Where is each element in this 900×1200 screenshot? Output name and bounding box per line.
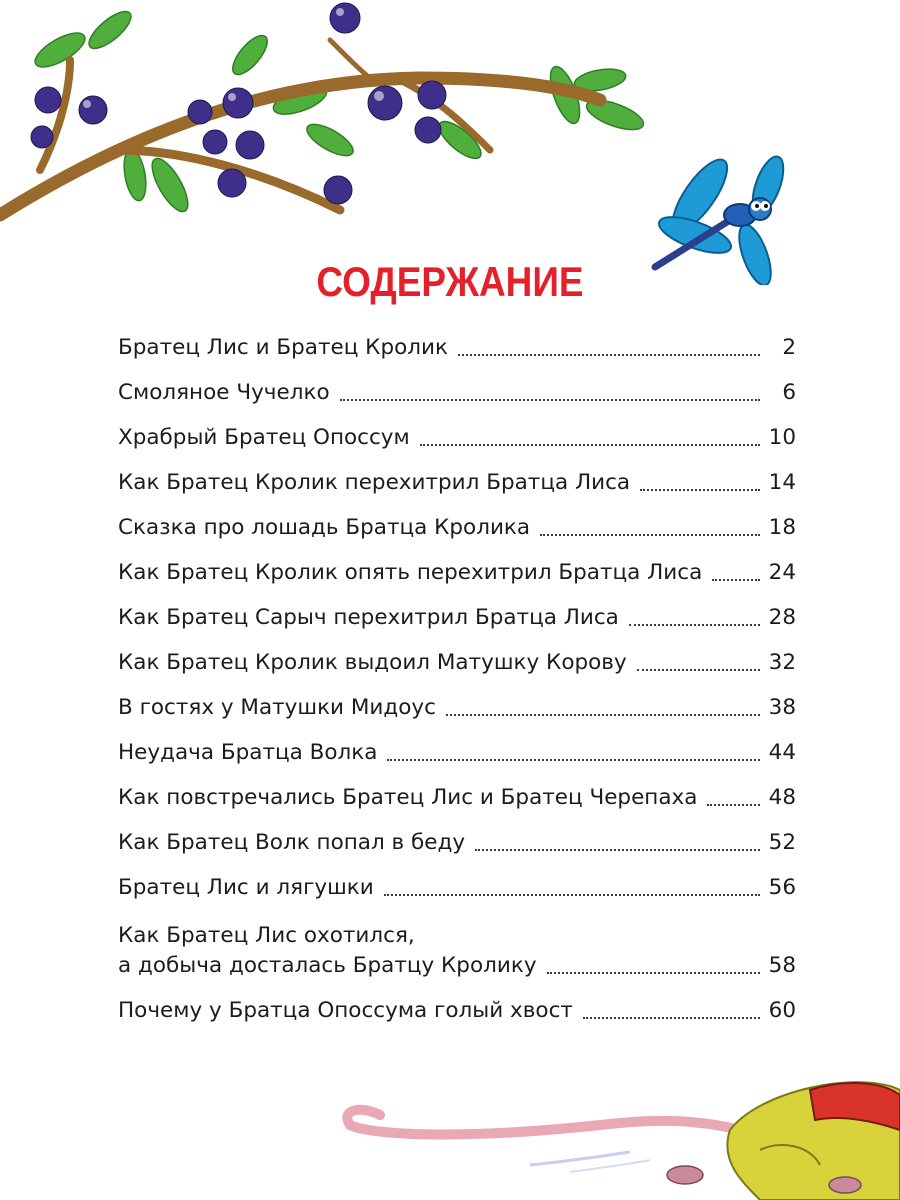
dot-leader bbox=[384, 894, 760, 896]
toc-entry-page-number: 18 bbox=[768, 515, 796, 540]
possum-illustration bbox=[340, 1070, 900, 1200]
toc-entry-title: Как Братец Лис охотился, а добыча досталась Братцу Кролику bbox=[118, 923, 537, 978]
dot-leader bbox=[420, 444, 760, 446]
toc-entry-page-number: 14 bbox=[768, 470, 796, 495]
toc-entry-page-number: 44 bbox=[768, 740, 796, 765]
toc-entry-page-number: 10 bbox=[768, 425, 796, 450]
toc-entry-page-number: 56 bbox=[768, 875, 796, 900]
toc-entry-title: Смоляное Чучелко bbox=[118, 380, 330, 405]
toc-entry bbox=[118, 603, 796, 633]
dot-leader bbox=[712, 579, 760, 581]
toc-entry-title: Братец Лис и Братец Кролик bbox=[118, 335, 448, 360]
toc-entry bbox=[118, 513, 796, 543]
dot-leader bbox=[640, 489, 760, 491]
toc-entry bbox=[118, 468, 796, 498]
dot-leader bbox=[583, 1017, 760, 1019]
toc-entry-page-number: 38 bbox=[768, 695, 796, 720]
toc-entry-title: Братец Лис и лягушки bbox=[118, 875, 374, 900]
table-of-contents bbox=[118, 333, 796, 1026]
toc-entry bbox=[118, 333, 796, 363]
toc-entry-page-number: 52 bbox=[768, 830, 796, 855]
berry-branch-illustration bbox=[0, 0, 680, 240]
toc-entry-page-number: 24 bbox=[768, 560, 796, 585]
dot-leader bbox=[707, 804, 760, 806]
toc-entry-title: Как повстречались Братец Лис и Братец Черепаха bbox=[118, 785, 698, 810]
toc-entry-page-number: 2 bbox=[782, 335, 796, 360]
toc-entry-title: Как Братец Сарыч перехитрил Братца Лиса bbox=[118, 605, 619, 630]
toc-entry-page-number: 48 bbox=[768, 785, 796, 810]
toc-entry-page-number: 60 bbox=[768, 998, 796, 1023]
toc-entry bbox=[118, 738, 796, 768]
toc-entry bbox=[118, 558, 796, 588]
toc-entry-title: Почему у Братца Опоссума голый хвост bbox=[118, 998, 573, 1023]
page-title: СОДЕРЖАНИЕ bbox=[316, 258, 584, 305]
toc-entry-title: Храбрый Братец Опоссум bbox=[118, 425, 410, 450]
dot-leader bbox=[547, 972, 760, 974]
toc-entry bbox=[118, 423, 796, 453]
toc-entry bbox=[118, 828, 796, 858]
dot-leader bbox=[629, 624, 760, 626]
toc-entry bbox=[118, 693, 796, 723]
toc-entry-title: Как Братец Кролик опять перехитрил Братца Лиса bbox=[118, 560, 703, 585]
toc-entry-title: В гостях у Матушки Мидоус bbox=[118, 695, 436, 720]
toc-entry bbox=[118, 378, 796, 408]
toc-entry-title: Сказка про лошадь Братца Кролика bbox=[118, 515, 531, 540]
toc-entry-page-number: 58 bbox=[768, 953, 796, 978]
toc-entry-page-number: 6 bbox=[782, 380, 796, 405]
dot-leader bbox=[637, 669, 760, 671]
toc-entry bbox=[118, 921, 796, 981]
dot-leader bbox=[540, 534, 760, 536]
toc-entry bbox=[118, 996, 796, 1026]
toc-entry-title: Неудача Братца Волка bbox=[118, 740, 378, 765]
toc-entry-title: Как Братец Кролик перехитрил Братца Лиса bbox=[118, 470, 631, 495]
toc-entry bbox=[118, 648, 796, 678]
dot-leader bbox=[475, 849, 760, 851]
toc-entry-title: Как Братец Волк попал в беду bbox=[118, 830, 466, 855]
toc-entry-title: Как Братец Кролик выдоил Матушку Корову bbox=[118, 650, 627, 675]
toc-entry bbox=[118, 783, 796, 813]
dot-leader bbox=[458, 354, 760, 356]
dot-leader bbox=[446, 714, 760, 716]
toc-entry-page-number: 28 bbox=[768, 605, 796, 630]
dot-leader bbox=[340, 399, 760, 401]
toc-entry bbox=[118, 873, 796, 903]
dot-leader bbox=[387, 759, 760, 761]
toc-entry-page-number: 32 bbox=[768, 650, 796, 675]
